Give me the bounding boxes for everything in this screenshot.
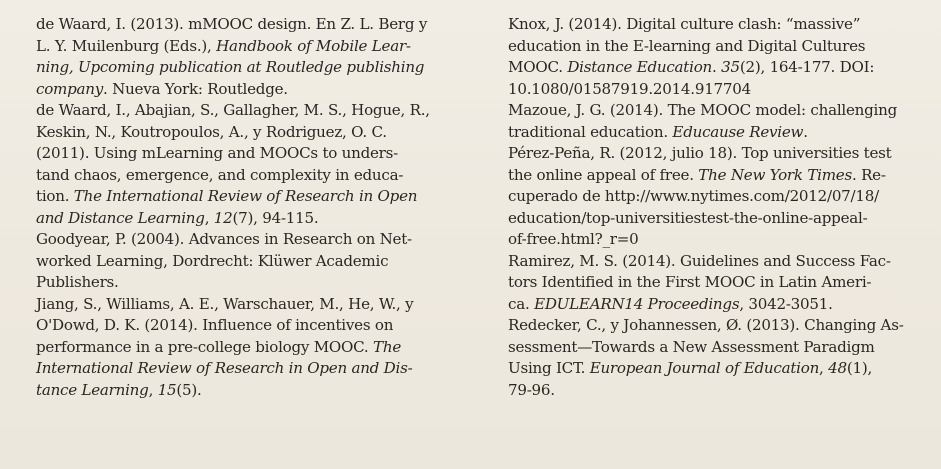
reference-text: traditional education. <box>508 122 673 141</box>
reference-text: company <box>36 79 104 98</box>
reference-line <box>508 57 906 79</box>
reference-line <box>508 186 906 208</box>
reference-text: Goodyear, P. (2004). Advances in Research on Net- <box>36 230 412 248</box>
reference-line <box>36 14 441 36</box>
reference-line <box>508 100 906 122</box>
reference-line <box>508 229 906 251</box>
reference-text: O'Dowd, D. K. (2014). Influence of incentives on <box>36 316 394 334</box>
reference-text: 79-96. <box>508 380 555 399</box>
references-left-column <box>36 14 441 401</box>
reference-text: . <box>712 58 722 76</box>
reference-text: 12 <box>213 208 233 227</box>
reference-text: education/top-universitiestest-the-online-appeal- <box>508 208 868 227</box>
reference-text: (5). <box>176 380 202 399</box>
reference-text: The New York Times <box>698 165 852 184</box>
reference-line <box>36 251 441 273</box>
reference-entry-perezpena2012 <box>508 143 906 251</box>
reference-text: MOOC. <box>508 58 568 76</box>
reference-text: ca. <box>508 294 535 313</box>
reference-text: tance Learning <box>36 380 149 399</box>
reference-line <box>36 57 441 79</box>
reference-entry-dewaard2011 <box>36 100 441 229</box>
reference-entry-dewaard2013 <box>36 14 441 100</box>
reference-text: de Waard, I. (2013). mMOOC design. En Z. L. Berg y <box>36 15 428 33</box>
reference-text: Handbook of Mobile Lear- <box>216 36 411 55</box>
reference-text: , <box>204 208 214 227</box>
reference-line <box>36 229 441 251</box>
reference-line <box>508 165 906 187</box>
reference-line <box>508 272 906 294</box>
reference-line <box>36 79 441 101</box>
reference-line <box>36 337 441 359</box>
reference-text: Mazoue, J. G. (2014). The MOOC model: challenging <box>508 101 897 119</box>
reference-text: tand chaos, emergence, and complexity in educa- <box>36 165 404 184</box>
reference-line <box>508 294 906 316</box>
reference-line <box>36 208 441 230</box>
reference-line <box>36 143 441 165</box>
reference-entry-redecker2013 <box>508 315 906 401</box>
reference-text: L. Y. Muilenburg (Eds.), <box>36 36 217 55</box>
reference-text: sessment—Towards a New Assessment Paradigm <box>508 337 875 356</box>
reference-text: 35 <box>721 58 740 76</box>
reference-text: , <box>819 359 829 377</box>
reference-text: International Review of Research in Open and Dis- <box>36 359 413 377</box>
reference-entry-mazoue2014 <box>508 100 906 143</box>
reference-line <box>508 143 906 165</box>
reference-line <box>508 79 906 101</box>
reference-line <box>36 122 441 144</box>
reference-text: education in the E-learning and Digital Cultures <box>508 36 866 55</box>
reference-line <box>508 380 906 402</box>
reference-line <box>508 337 906 359</box>
reference-line <box>36 315 441 337</box>
reference-text: of-free.html?_r=0 <box>508 230 639 248</box>
reference-line <box>36 165 441 187</box>
reference-text: Keskin, N., Koutropoulos, A., y Rodriguez, O. C. <box>36 122 387 141</box>
reference-line <box>508 315 906 337</box>
reference-text: ning, Upcoming publication at Routledge publishing <box>36 58 425 76</box>
reference-text: 10.1080/01587919.2014.917704 <box>508 79 751 98</box>
reference-text: . Re- <box>851 165 886 184</box>
reference-entry-goodyear2004 <box>36 229 441 294</box>
reference-text: cuperado de http://www.nytimes.com/2012/07/18/ <box>508 187 879 205</box>
reference-text: . Nueva York: Routledge. <box>103 79 288 98</box>
reference-text: Jiang, S., Williams, A. E., Warschauer, M., He, W., y <box>36 294 414 313</box>
reference-text: Knox, J. (2014). Digital culture clash: “massive” <box>508 15 861 33</box>
reference-text: 15 <box>157 380 177 399</box>
reference-line <box>36 36 441 58</box>
reference-line <box>36 186 441 208</box>
reference-text: Using ICT. <box>508 359 590 377</box>
reference-text: The International Review of Research in Open <box>73 187 418 205</box>
reference-text: (2), 164-177. DOI: <box>739 58 875 76</box>
reference-text: Educause Review <box>672 122 804 141</box>
reference-line <box>36 380 441 402</box>
reference-text: de Waard, I., Abajian, S., Gallagher, M. S., Hogue, R., <box>36 101 430 119</box>
reference-text: 48 <box>828 359 847 377</box>
reference-text: Distance Education <box>567 58 713 76</box>
reference-entry-jiang2014 <box>36 294 441 402</box>
reference-text: (2011). Using mLearning and MOOCs to unders- <box>36 144 398 162</box>
reference-text: tion. <box>36 187 74 205</box>
reference-text: tors Identified in the First MOOC in Latin Ameri- <box>508 273 872 291</box>
reference-text: (7), 94-115. <box>232 208 319 227</box>
reference-text: Ramirez, M. S. (2014). Guidelines and Success Fac- <box>508 251 891 270</box>
reference-line <box>508 14 906 36</box>
reference-text: and Distance Learning <box>36 208 205 227</box>
reference-line <box>508 208 906 230</box>
reference-text: . <box>803 122 808 141</box>
reference-text: performance in a pre-college biology MOOC. <box>36 337 374 356</box>
reference-line <box>36 272 441 294</box>
references-right-column <box>508 14 906 401</box>
reference-line <box>36 294 441 316</box>
reference-text: (1), <box>846 359 873 377</box>
reference-line <box>508 36 906 58</box>
reference-text: Pérez-Peña, R. (2012, julio 18). Top universities test <box>508 144 892 162</box>
reference-text: Publishers. <box>36 273 119 291</box>
reference-text: , <box>148 380 158 399</box>
reference-text: The <box>373 337 402 356</box>
reference-line <box>508 251 906 273</box>
reference-text: European Journal of Education <box>589 359 820 377</box>
reference-entry-ramirez2014 <box>508 251 906 316</box>
reference-line <box>508 122 906 144</box>
reference-line <box>508 358 906 380</box>
reference-text: Redecker, C., y Johannessen, Ø. (2013). Changing As- <box>508 316 904 334</box>
reference-text: , 3042-3051. <box>739 294 833 313</box>
reference-text: worked Learning, Dordrecht: Klüwer Academic <box>36 251 389 270</box>
reference-text: the online appeal of free. <box>508 165 699 184</box>
reference-entry-knox2014 <box>508 14 906 100</box>
reference-line <box>36 358 441 380</box>
reference-text: EDULEARN14 Proceedings <box>534 294 740 313</box>
reference-line <box>36 100 441 122</box>
